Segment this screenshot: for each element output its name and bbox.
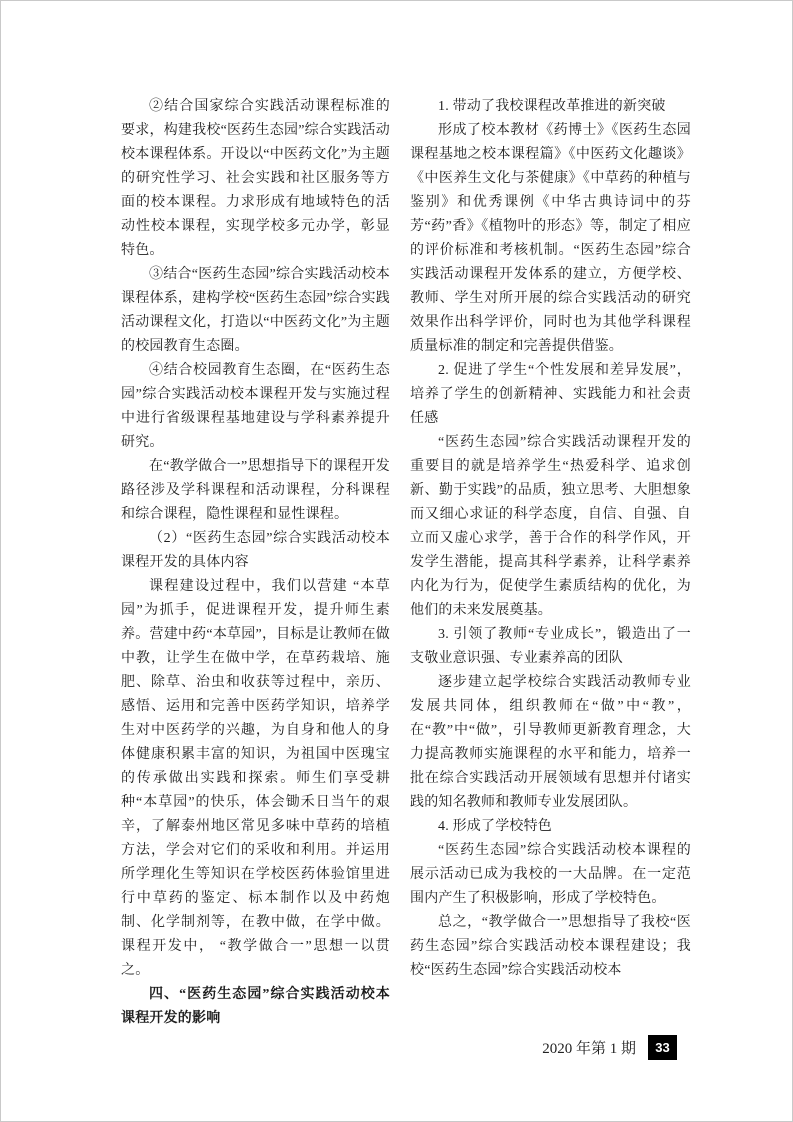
page-number-badge: 33	[648, 1035, 677, 1060]
paragraph: 逐步建立起学校综合实践活动教师专业发展共同体，组织教师在“做”中“教”，在“教”中“做”，引导教师更新教育理念，大力提高教师实施课程的水平和能力，培养一批在综合实践活动开展领域有思想并付诸实践的知名教师和教师专业发展团队。	[410, 675, 691, 810]
paragraph: （2）“医药生态园”综合实践活动校本课程开发的具体内容	[121, 531, 390, 570]
left-text-column	[121, 95, 390, 1031]
numbered-subheading: 2. 促进了学生“个性发展和差异发展”，培养了学生的创新精神、实践能力和社会责任感	[410, 363, 691, 426]
right-text-column	[410, 95, 691, 983]
paragraph: 形成了校本教材《药博士》《医药生态园课程基地之校本课程篇》《中医药文化趣谈》《中医养生文化与茶健康》《中草药的种植与鉴别》和优秀课例《中华古典诗词中的芬芳“药”香》《植物叶的形态》等，制定了相应的评价标准和考核机制。“医药生态园”综合实践活动课程开发体系的建立，方便学校、教师、学生对所开展的综合实践活动的研究效果作出科学评价，同时也为其他学科课程质量标准的制定和完善提供借鉴。	[410, 123, 691, 354]
paragraph: 总之，“教学做合一”思想指导了我校“医药生态园”综合实践活动校本课程建设；我校“医药生态园”综合实践活动校本	[410, 915, 691, 978]
paragraph: 课程建设过程中，我们以营建 “本草园”为抓手，促进课程开发，提升师生素养。营建中药“本草园”，目标是让教师在做中教，让学生在做中学，在草药栽培、施肥、除草、治虫和收获等过程中，亲历、感悟、运用和完善中医药学知识，培养学生对中医药学的兴趣，为自身和他人的身体健康积累丰富的知识，为祖国中医瑰宝的传承做出实践和探索。师生们享受耕种“本草园”的快乐，体会锄禾日当午的艰辛，了解泰州地区常见多味中草药的培植方法，学会对它们的采收和利用。并运用所学理化生等知识在学校医药体验馆里进行中草药的鉴定、标本制作以及中药炮制、化学制剂等，在教中做，在学中做。课程开发中， “教学做合一”思想一以贯之。	[121, 579, 390, 978]
paragraph: ④结合校园教育生态圈，在“医药生态园”综合实践活动校本课程开发与实施过程中进行省级课程基地建设与学科素养提升研究。	[121, 363, 390, 450]
numbered-subheading: 1. 带动了我校课程改革推进的新突破	[438, 99, 666, 114]
section-heading: 四、“医药生态园”综合实践活动校本课程开发的影响	[121, 987, 390, 1026]
paragraph: ③结合“医药生态园”综合实践活动校本课程体系，建构学校“医药生态园”综合实践活动课程文化，打造以“中医药文化”为主题的校园教育生态圈。	[121, 267, 390, 354]
paragraph: “医药生态园”综合实践活动校本课程的展示活动已成为我校的一大品牌。在一定范围内产生了积极影响，形成了学校特色。	[410, 843, 691, 906]
page-footer	[121, 1033, 677, 1061]
paragraph: 在“教学做合一”思想指导下的课程开发路径涉及学科课程和活动课程，分科课程和综合课程，隐性课程和显性课程。	[121, 459, 390, 522]
paragraph: “医药生态园”综合实践活动课程开发的重要目的就是培养学生“热爱科学、追求创新、勤于实践”的品质，独立思考、大胆想象而又细心求证的科学态度，自信、自强、自立而又虚心求学，善于合作的科学作风，开发学生潜能，提高其科学素养，让科学素养内化为行为，促使学生素质结构的优化，为他们的未来发展奠基。	[410, 435, 691, 618]
issue-label: 2020 年第 1 期	[542, 1040, 636, 1057]
numbered-subheading: 3. 引领了教师“专业成长”，锻造出了一支敬业意识强、专业素养高的团队	[410, 627, 691, 666]
numbered-subheading: 4. 形成了学校特色	[438, 819, 552, 834]
paragraph: ②结合国家综合实践活动课程标准的要求，构建我校“医药生态园”综合实践活动校本课程体系。开设以“中医药文化”为主题的研究性学习、社会实践和社区服务等方面的校本课程。力求形成有地域特色的活动性校本课程，实现学校多元办学，彰显特色。	[121, 99, 390, 258]
